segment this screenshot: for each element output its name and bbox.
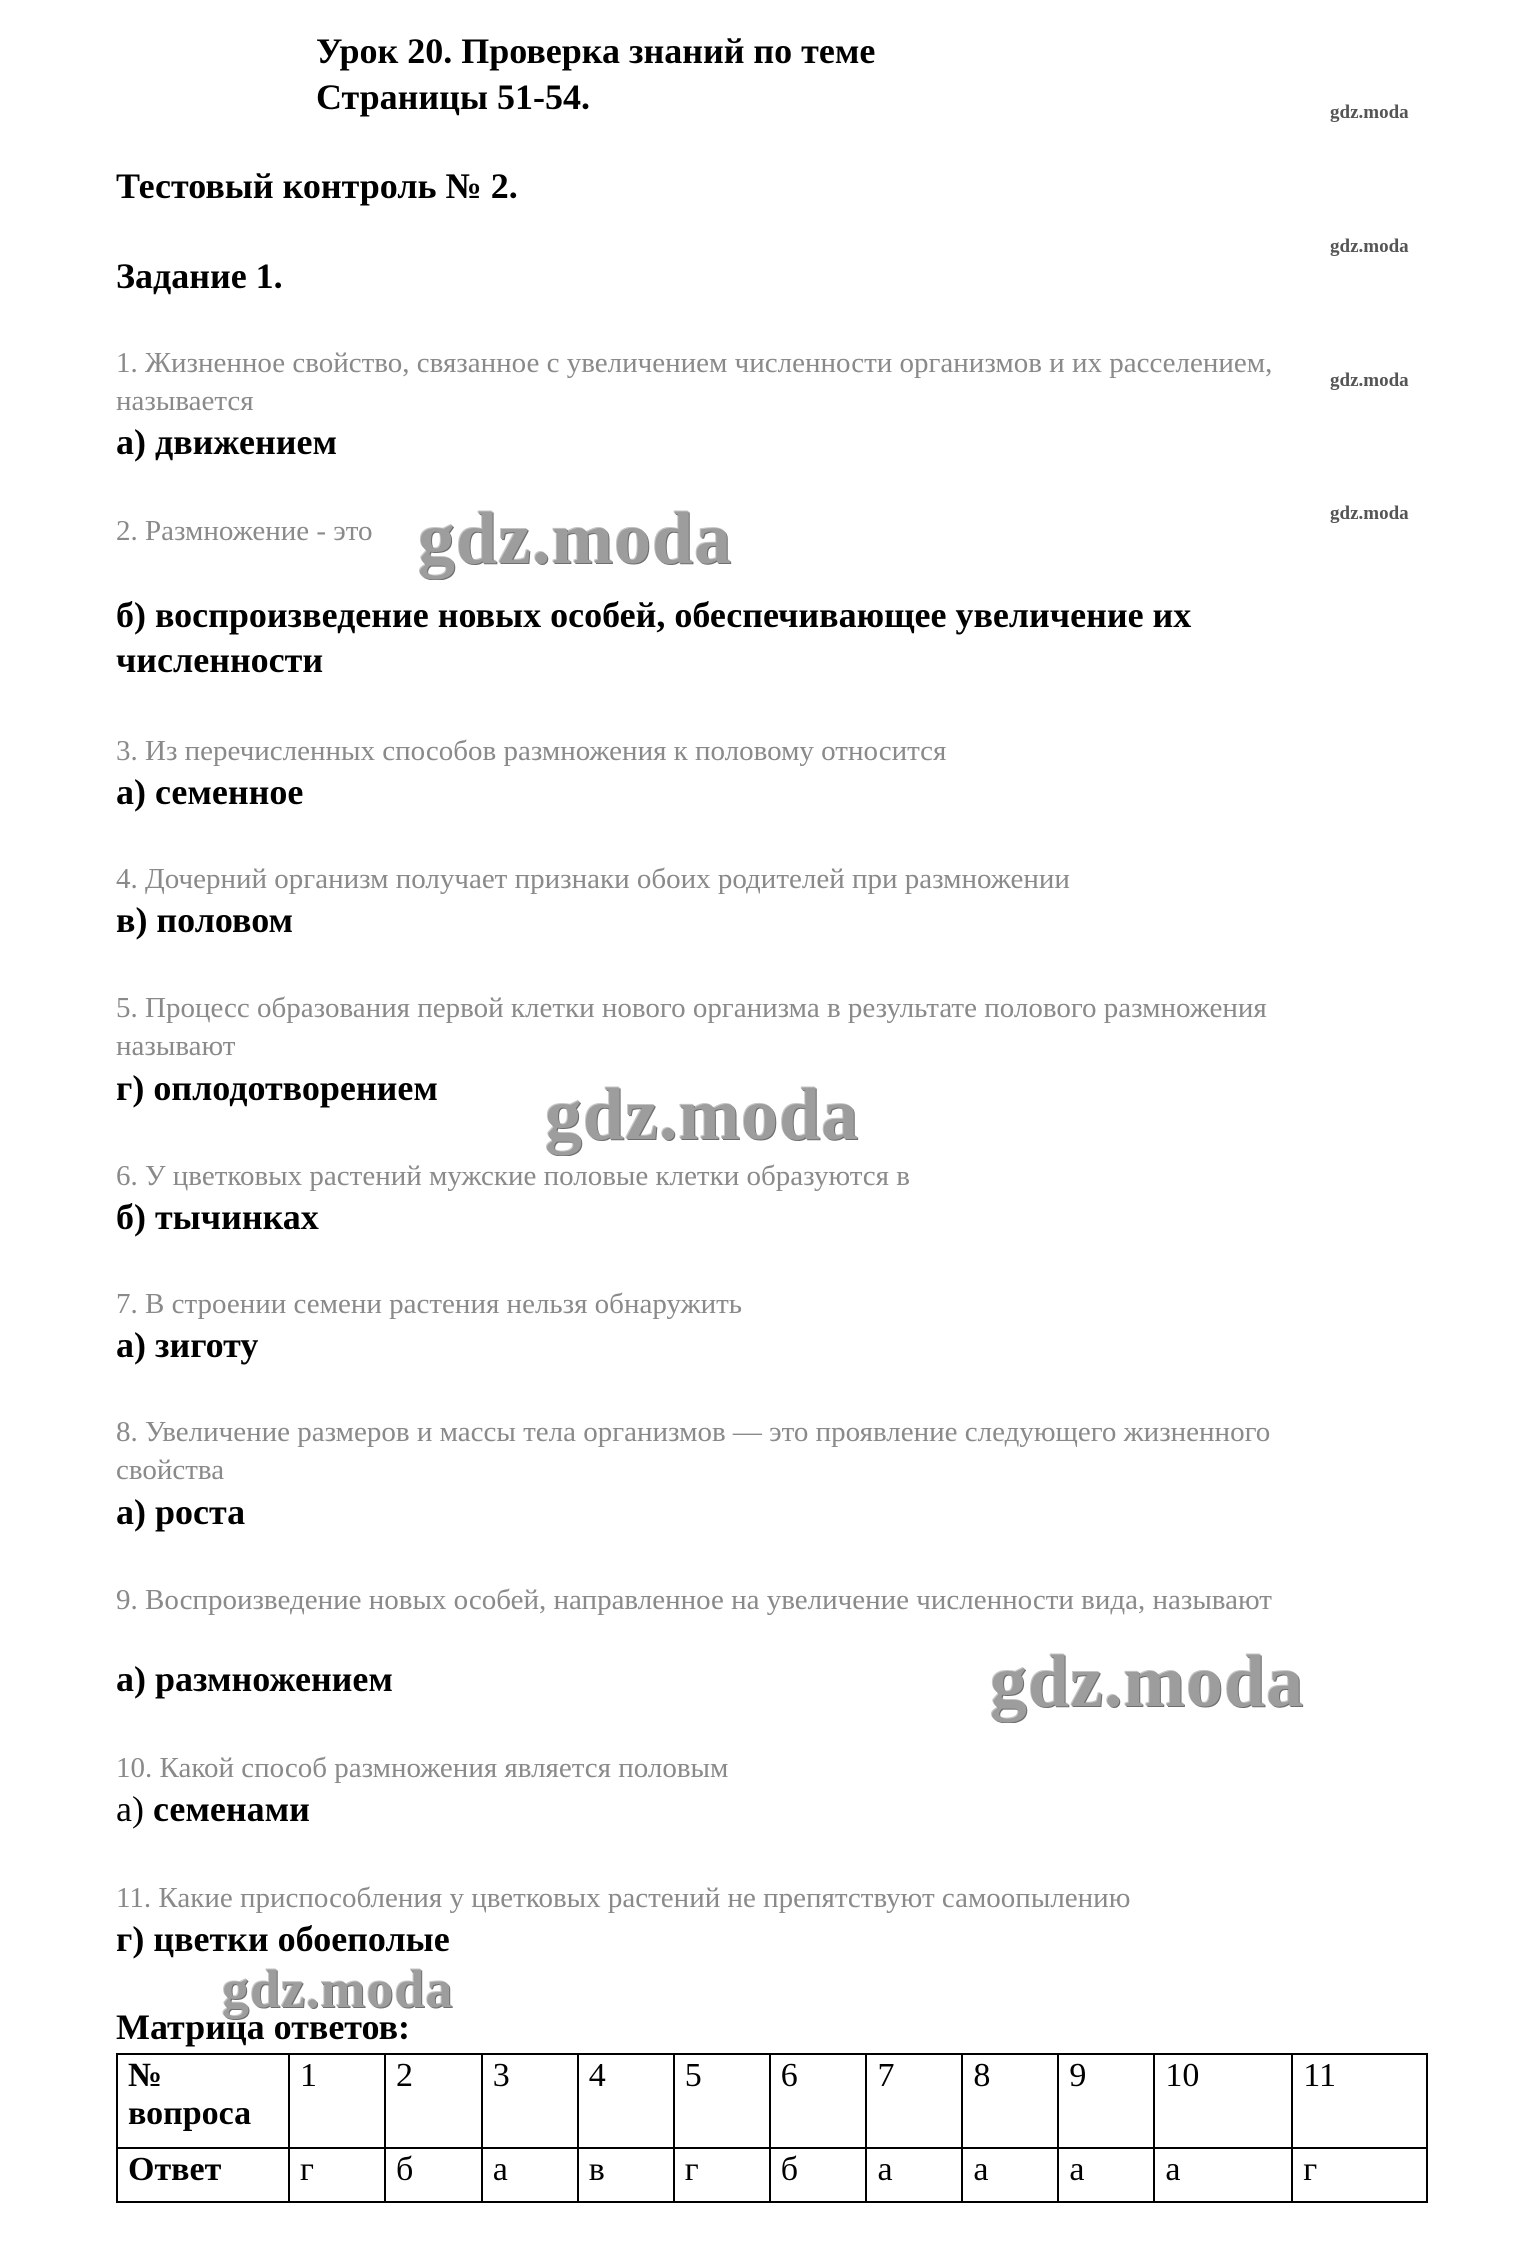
answer-10-prefix: а): [116, 1789, 153, 1829]
answer-5: г) оплодотворением: [116, 1068, 438, 1108]
answer-9: а) размножением: [116, 1659, 393, 1699]
watermark-small: gdz.moda: [1330, 503, 1409, 524]
question-7: 7. В строении семени растения нельзя обнаружить: [116, 1288, 743, 1320]
watermark-small: gdz.moda: [1330, 236, 1409, 257]
lesson-header: [316, 28, 875, 120]
question-4: 4. Дочерний организм получает признаки обоих родителей при размножении: [116, 863, 1070, 895]
watermark-small: gdz.moda: [1330, 370, 1409, 391]
matrix-answer-cell: в: [578, 2148, 674, 2202]
answer-1: а) движением: [116, 422, 337, 462]
answer-6: б) тычинках: [116, 1197, 319, 1237]
matrix-answer-cell: г: [674, 2148, 770, 2202]
watermark-large: gdz.moda: [418, 498, 733, 580]
matrix-row-answers: [117, 2148, 1427, 2202]
question-10: 10. Какой способ размножения является половым: [116, 1752, 729, 1784]
watermark-large: gdz.moda: [545, 1074, 860, 1156]
matrix-answer-cell: г: [1292, 2148, 1427, 2202]
matrix-answer-cell: а: [1058, 2148, 1154, 2202]
answer-8: а) роста: [116, 1492, 246, 1532]
watermark-large: gdz.moda: [990, 1641, 1305, 1723]
question-9: 9. Воспроизведение новых особей, направленное на увеличение численности вида, называют: [116, 1584, 1272, 1616]
matrix-number-cell: 11: [1292, 2054, 1427, 2148]
matrix-answer-cell: б: [770, 2148, 867, 2202]
matrix-number-cell: 4: [578, 2054, 674, 2148]
matrix-answer-cell: а: [1154, 2148, 1292, 2202]
task-title: Задание 1.: [116, 256, 283, 296]
matrix-answer-cell: а: [962, 2148, 1058, 2202]
matrix-answer-cell: б: [385, 2148, 482, 2202]
matrix-row-label-numbers: № вопроса: [117, 2054, 289, 2148]
question-5: 5. Процесс образования первой клетки нового организма в результате полового размножения называют: [116, 992, 1267, 1062]
test-title: Тестовый контроль № 2.: [116, 166, 518, 206]
matrix-row-label-answers: Ответ: [117, 2148, 289, 2202]
answer-10: [116, 1787, 1376, 1832]
matrix-title: Матрица ответов:: [116, 2007, 411, 2047]
question-3: 3. Из перечисленных способов размножения к половому относится: [116, 735, 947, 767]
answer-4: в) половом: [116, 900, 294, 940]
lesson-title: Урок 20. Проверка знаний по теме: [316, 31, 876, 71]
answer-2: б) воспроизведение новых особей, обеспечивающее увеличение их численности: [116, 595, 1192, 680]
question-8: 8. Увеличение размеров и массы тела организмов — это проявление следующего жизненного свойства: [116, 1416, 1271, 1486]
matrix-number-cell: 10: [1154, 2054, 1292, 2148]
answer-3: а) семенное: [116, 772, 304, 812]
answer-7: а) зиготу: [116, 1325, 259, 1365]
matrix-number-cell: 3: [482, 2054, 578, 2148]
matrix-number-cell: 5: [674, 2054, 770, 2148]
matrix-number-cell: 8: [962, 2054, 1058, 2148]
question-11: 11. Какие приспособления у цветковых растений не препятствуют самоопылению: [116, 1882, 1131, 1914]
matrix-number-cell: 9: [1058, 2054, 1154, 2148]
question-2: 2. Размножение - это: [116, 515, 373, 547]
matrix-answer-cell: г: [289, 2148, 385, 2202]
matrix-number-cell: 7: [866, 2054, 962, 2148]
watermark-large: gdz.moda: [222, 1959, 454, 2019]
lesson-pages: Страницы 51-54.: [316, 77, 590, 117]
watermark-small: gdz.moda: [1330, 102, 1409, 123]
answer-10-text: семенами: [152, 1789, 310, 1829]
answer-matrix-table: [116, 2053, 1428, 2203]
matrix-number-cell: 6: [770, 2054, 867, 2148]
answer-11: г) цветки обоеполые: [116, 1919, 450, 1959]
matrix-number-cell: 1: [289, 2054, 385, 2148]
matrix-number-cell: 2: [385, 2054, 482, 2148]
question-6: 6. У цветковых растений мужские половые клетки образуются в: [116, 1160, 910, 1192]
question-1: 1. Жизненное свойство, связанное с увеличением численности организмов и их расселением, называется: [116, 347, 1273, 417]
matrix-answer-cell: а: [866, 2148, 962, 2202]
matrix-row-numbers: [117, 2054, 1427, 2148]
matrix-answer-cell: а: [482, 2148, 578, 2202]
